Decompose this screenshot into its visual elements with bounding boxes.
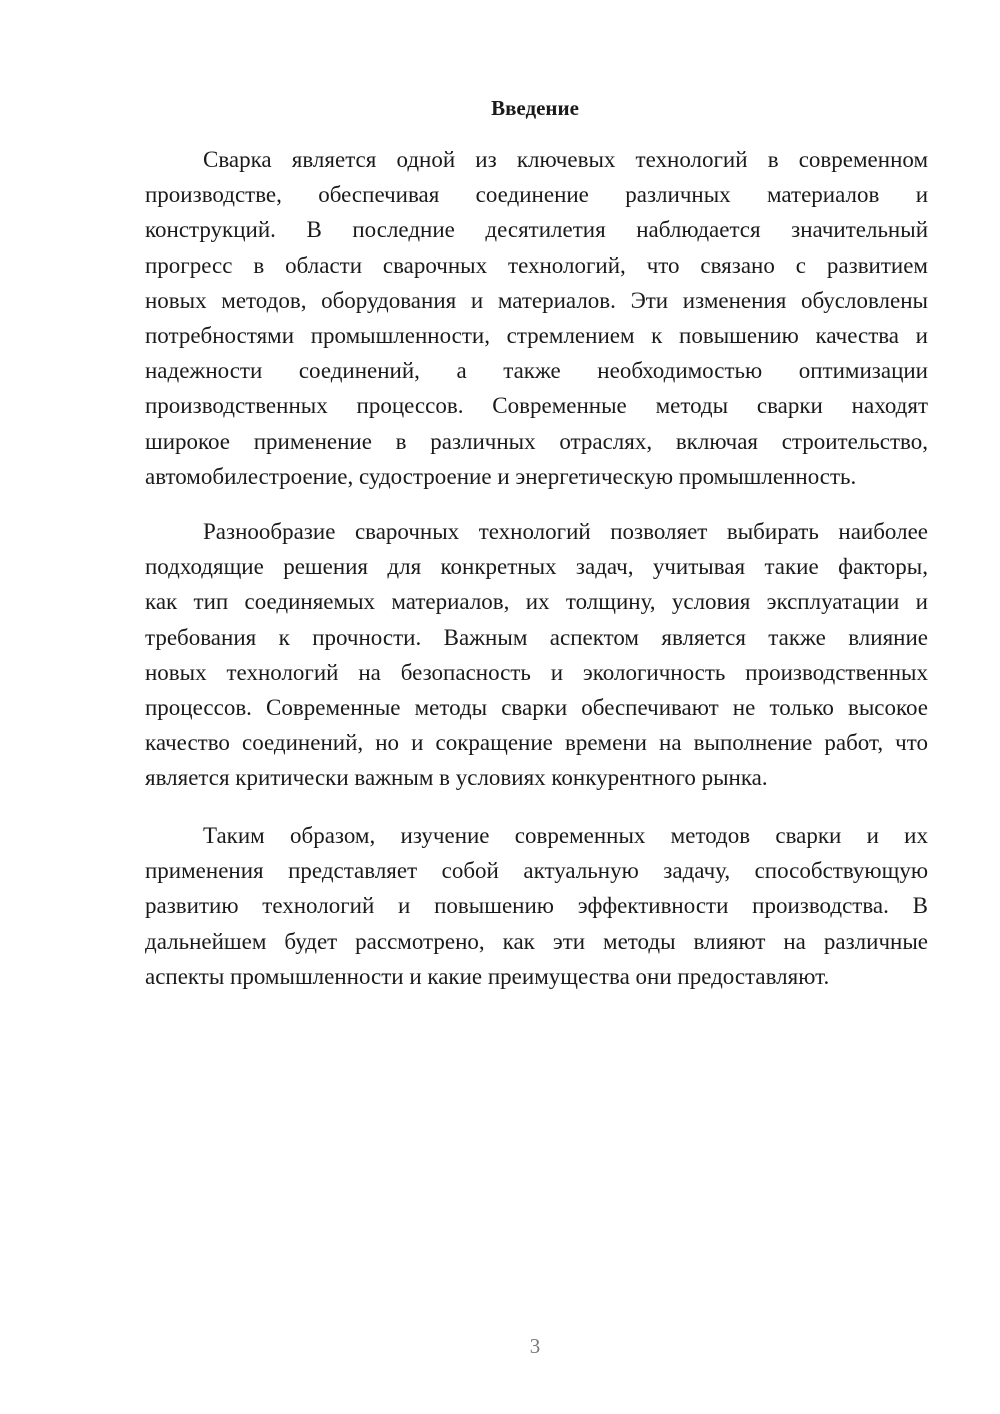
text-line: прогресс в области сварочных технологий, что связано с развитием xyxy=(145,252,928,278)
paragraph-2 xyxy=(145,514,928,796)
text-line: производственных процессов. Современные методы сварки находят xyxy=(145,393,928,419)
text-line: как тип соединяемых материалов, их толщину, условия эксплуатации и xyxy=(145,589,928,615)
text-line: новых технологий на безопасность и экологичность производственных xyxy=(145,659,928,685)
text-line: дальнейшем будет рассмотрено, как эти методы влияют на различные xyxy=(145,928,928,954)
paragraph-1 xyxy=(145,142,928,494)
text-line: широкое применение в различных отраслях, включая строительство, xyxy=(145,428,928,454)
text-line: Таким образом, изучение современных методов сварки и их xyxy=(203,823,928,848)
section-title: Введение xyxy=(491,96,579,120)
text-line: надежности соединений, а также необходимостью оптимизации xyxy=(145,358,928,384)
text-line: качество соединений, но и сокращение времени на выполнение работ, что xyxy=(145,730,928,756)
text-line: автомобилестроение, судостроение и энергетическую промышленность. xyxy=(145,463,857,489)
text-line: применения представляет собой актуальную задачу, способствующую xyxy=(145,858,928,884)
text-line: конструкций. В последние десятилетия наблюдается значительный xyxy=(145,217,928,243)
text-line: требования к прочности. Важным аспектом является также влияние xyxy=(145,624,928,650)
text-line: процессов. Современные методы сварки обеспечивают не только высокое xyxy=(145,694,928,720)
text-line: потребностями промышленности, стремлением к повышению качества и xyxy=(145,322,928,348)
text-line: подходящие решения для конкретных задач, учитывая такие факторы, xyxy=(145,554,928,580)
paragraph-3 xyxy=(145,818,928,994)
text-line: Сварка является одной из ключевых технологий в современном xyxy=(203,147,928,172)
text-line: аспекты промышленности и какие преимущества они предоставляют. xyxy=(145,963,830,989)
text-line: Разнообразие сварочных технологий позволяет выбирать наиболее xyxy=(203,519,928,544)
text-line: является критически важным в условиях конкурентного рынка. xyxy=(145,765,768,791)
text-line: новых методов, оборудования и материалов. Эти изменения обусловлены xyxy=(145,287,928,313)
text-line: производстве, обеспечивая соединение различных материалов и xyxy=(145,182,928,208)
text-line: развитию технологий и повышению эффективности производства. В xyxy=(145,893,928,919)
page-number: 3 xyxy=(529,1334,541,1358)
